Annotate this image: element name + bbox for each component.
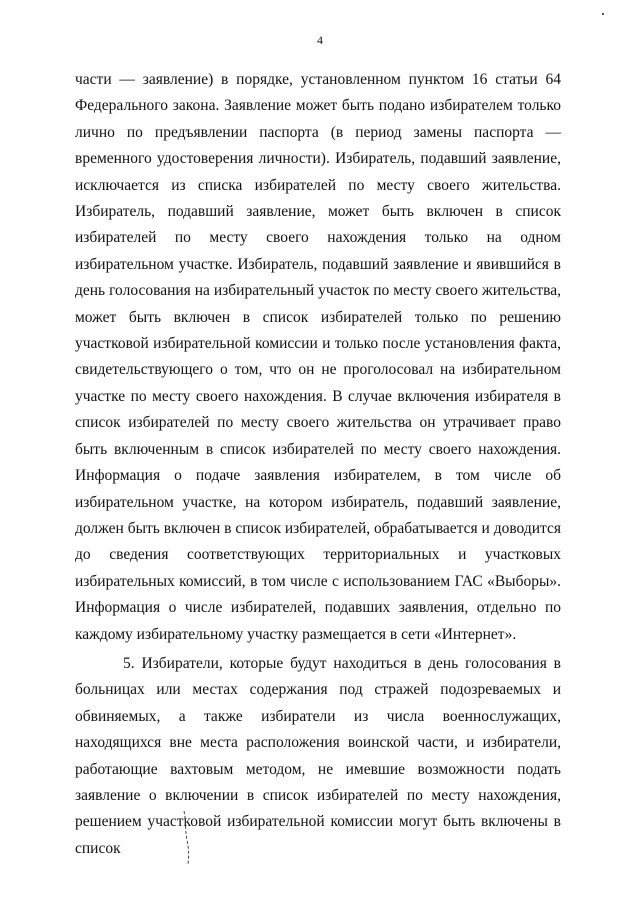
pen-stroke-mark [183, 810, 191, 865]
page-number: 4 [317, 33, 323, 47]
scan-speck [602, 13, 604, 15]
paragraph-continuation: части — заявление) в порядке, установленном пунктом 16 статьи 64 Федерального закона. Заявление может быть подано избирателем только лично по предъявлении паспорта (в период замены паспорта — временного удостоверения личности). Избиратель, подавший заявление, исключается из списка избирателей по месту своего жительства. Избиратель, подавший заявление, может быть включен в список избирателей по месту своего нахождения только на одном избирательном участке. Избиратель, подавший заявление и явившийся в день голосования на избирательный участок по месту своего жительства, может быть включен в список избирателей только по решению участковой избирательной комиссии и только после установления факта, свидетельствующего о том, что он не проголосовал на избирательном участке по месту своего нахождения. В случае включения избирателя в список избирателей по месту своего жительства он утрачивает право быть включенным в список избирателей по месту своего нахождения. Информация о подаче заявления избирателем, в том числе об избирательном участке, на котором избиратель, подавший заявление, должен быть включен в список избирателей, обрабатывается и доводится до сведения соответствующих территориальных и участковых избирательных комиссий, в том числе с использованием ГАС «Выборы». Информация о числе избирателей, подавших заявления, отдельно по каждому избирательному участку размещается в сети «Интернет». [75, 71, 562, 643]
body-text [75, 67, 561, 862]
paragraph-item-5: 5. Избиратели, которые будут находиться в день голосования в больницах или местах содержания под стражей подозреваемых и обвиняемых, а также избиратели из числа военнослужащих, находящихся вне места расположения воинской части, и избиратели, работающие вахтовым методом, не имевшие возможности подать заявление о включении в список избирателей по месту нахождения, решением участковой избирательной комиссии могут быть включены в список [75, 654, 561, 857]
